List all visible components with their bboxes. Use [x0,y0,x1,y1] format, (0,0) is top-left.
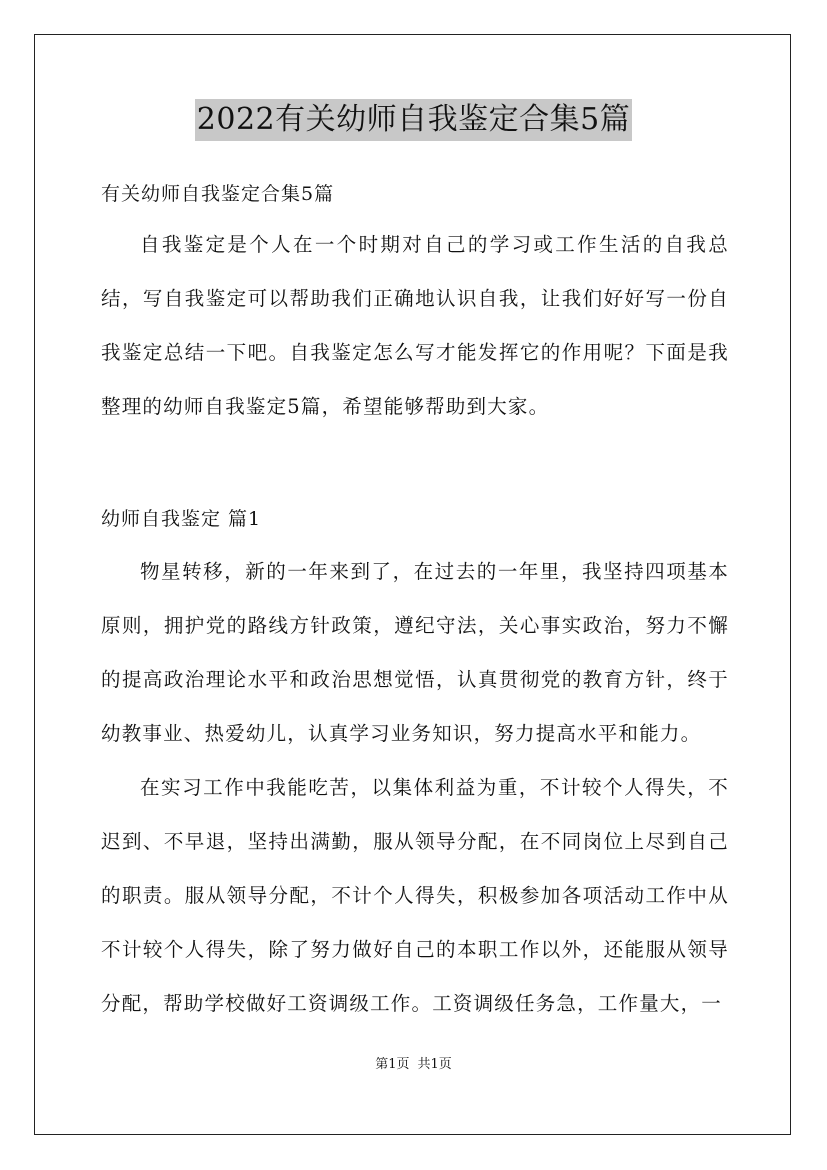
title-container [0,99,827,141]
intro-paragraph: 自我鉴定是个人在一个时期对自己的学习或工作生活的自我总结，写自我鉴定可以帮助我们正确地认识自我，让我们好好写一份自我鉴定总结一下吧。自我鉴定怎么写才能发挥它的作用呢？下面是我整理的幼师自我鉴定5篇，希望能够帮助到大家。 [101,233,729,418]
page-number-current: 第1页 [375,1057,410,1072]
page-footer [0,1056,827,1074]
body-paragraph-1: 物星转移，新的一年来到了，在过去的一年里，我坚持四项基本原则，拥护党的路线方针政策，遵纪守法，关心事实政治，努力不懈的提高政治理论水平和政治思想觉悟，认真贯彻党的教育方针，终于幼教事业、热爱幼儿，认真学习业务知识，努力提高水平和能力。 [101,560,729,745]
section-heading: 幼师自我鉴定 篇1 [101,508,262,530]
page-number-total: 共1页 [417,1057,452,1072]
document-title: 2022有关幼师自我鉴定合集5篇 [195,99,632,141]
body-paragraph-2: 在实习工作中我能吃苦，以集体利益为重，不计较个人得失，不迟到、不早退，坚持出满勤，服从领导分配，在不同岗位上尽到自己的职责。服从领导分配，不计个人得失，积极参加各项活动工作中从不计较个人得失，除了努力做好自己的本职工作以外，还能服从领导分配，帮助学校做好工资调级工作。工资调级任务急，工作量大，一 [101,776,729,1015]
document-subtitle: 有关幼师自我鉴定合集5篇 [101,183,335,205]
